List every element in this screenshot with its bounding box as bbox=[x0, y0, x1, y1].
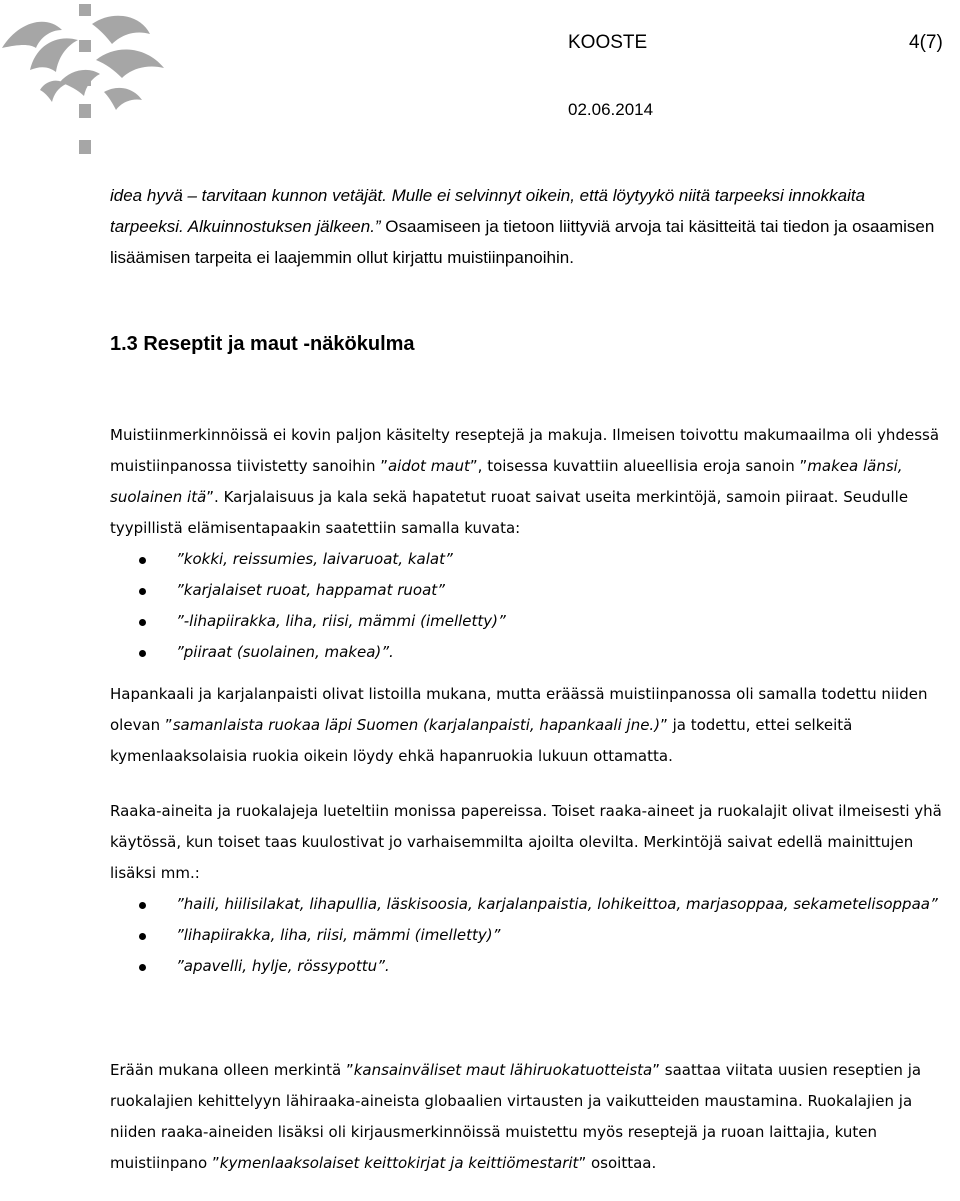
bullet-icon bbox=[139, 557, 146, 564]
list-item: ”kokki, reissumies, laivaruoat, kalat” bbox=[110, 544, 945, 575]
paragraph-4: Erään mukana olleen merkintä ”kansainväliset maut lähiruokatuotteista” saattaa viitata uusien reseptien ja ruokalajien kehittelyyn lähiraaka-aineista globaalien virtausten ja vaikutteiden maustamina. Ruokalajien ja niiden raaka-aineiden lisäksi oli kirjausmerkinnöissä muistettu myös reseptejä ja ruoan laittajia, kuten muistiinpano ”kymenlaaksolaiset keittokirjat ja keittiömestarit” osoittaa. bbox=[110, 1061, 922, 1172]
list-item: ”lihapiirakka, liha, riisi, mämmi (imelletty)” bbox=[110, 920, 945, 951]
intro-quote: idea hyvä – tarvitaan kunnon vetäjät. Mulle ei selvinnyt oikein, että löytyykö niitä tarpeeksi innokkaita tarpeeksi. Alkuinnostuksen jälkeen.” bbox=[110, 186, 866, 236]
intro-paragraph bbox=[110, 180, 940, 273]
bullet-icon bbox=[139, 964, 146, 971]
bullet-icon bbox=[139, 933, 146, 940]
bullet-icon bbox=[139, 588, 146, 595]
list-item: ”piiraat (suolainen, makea)”. bbox=[110, 637, 945, 668]
list-item: ”apavelli, hylje, rössypottu”. bbox=[110, 951, 945, 982]
list-item: ”-lihapiirakka, liha, riisi, mämmi (imelletty)” bbox=[110, 606, 945, 637]
page-number: 4(7) bbox=[909, 32, 943, 53]
paragraph-2: Hapankaali ja karjalanpaisti olivat listoilla mukana, mutta eräässä muistiinpanossa oli samalla todettu niiden olevan ”samanlaista ruokaa läpi Suomen (karjalanpaisti, hapankaali jne.)” ja todettu, ettei selkeitä kymenlaaksolaisia ruokia oikein löydy ehkä hapanruokia lukuun ottamatta. bbox=[110, 685, 928, 765]
intro-text: Osaamiseen ja tietoon liittyviä arvoja tai käsitteitä tai tiedon ja osaamisen lisäämisen tarpeita ei laajemmin ollut kirjattu muistiinpanoihin. bbox=[110, 217, 935, 267]
list-ingredients bbox=[110, 889, 945, 982]
bullet-icon bbox=[139, 650, 146, 657]
paragraph-3: Raaka-aineita ja ruokalajeja lueteltiin monissa papereissa. Toiset raaka-aineet ja ruokalajit olivat ilmeisesti yhä käytössä, kun toiset taas kuulostivat jo varhaisemmilta ajoilta olevilta. Merkintöjä saivat edellä mainittujen lisäksi mm.: ”haili, hiilisilakat, lihapullia, läskisoosia, karjalanpaistia, lohikeittoa, marjasoppaa, sekametelisoppaa” ”lihapiirakka, liha, riisi, mämmi (imelletty)” ”apavelli, hylje, rössypottu”. bbox=[110, 796, 945, 982]
document-title: KOOSTE bbox=[568, 32, 648, 53]
bullet-icon bbox=[139, 902, 146, 909]
bullet-icon bbox=[139, 619, 146, 626]
list-item: ”karjalaiset ruoat, happamat ruoat” bbox=[110, 575, 945, 606]
document-date: 02.06.2014 bbox=[568, 100, 654, 119]
list-item: ”haili, hiilisilakat, lihapullia, läskisoosia, karjalanpaistia, lohikeittoa, marjasoppaa, sekametelisoppaa” bbox=[110, 889, 945, 920]
paragraph-1: Muistiinmerkinnöissä ei kovin paljon käsitelty reseptejä ja makuja. Ilmeisen toivottu makumaailma oli yhdessä muistiinpanossa tiivistetty sanoihin ”aidot maut”, toisessa kuvattiin alueellisia eroja sanoin ”makea länsi, suolainen itä”. Karjalaisuus ja kala sekä hapatetut ruoat saivat useita merkintöjä, samoin piiraat. Seudulle tyypillistä elämisentapaakin saatettiin samalla kuvata: ”kokki, reissumies, laivaruoat, kalat” ”karjalaiset ruoat, happamat ruoat” ”-lihapiirakka, liha, riisi, mämmi (imelletty)” ”piiraat (suolainen, makea)”. bbox=[110, 420, 945, 668]
section-heading: 1.3 Reseptit ja maut -näkökulma bbox=[110, 333, 415, 355]
university-logo bbox=[0, 0, 170, 160]
list-flavours bbox=[110, 544, 945, 668]
